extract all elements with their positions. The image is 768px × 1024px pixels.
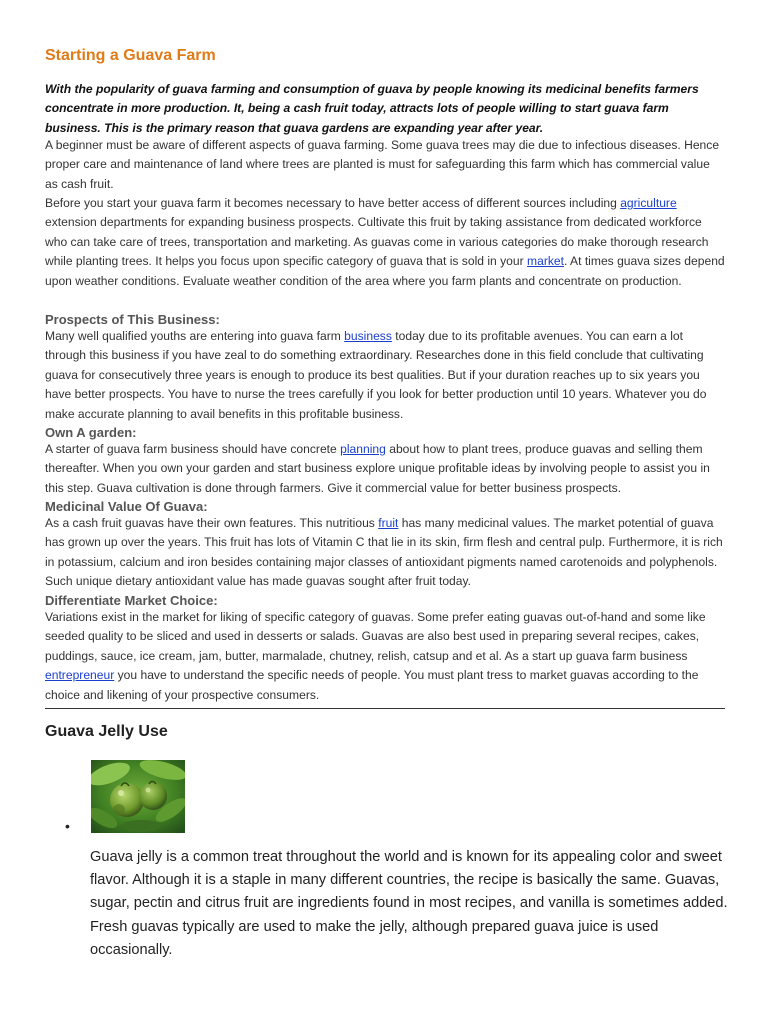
paragraph-prospects	[45, 327, 725, 424]
guava-jelly-paragraph: Guava jelly is a common treat throughout the world and is known for its appealing color and sweet flavor. Although it is a staple in many different countries, the recipe is basically the same. Guavas, sugar, pectin and citrus fruit are ingredients found in most recipes, and vanilla is sometimes added. Fresh guavas typically are used to make the jelly, although prepared guava juice is used occasionally.	[90, 849, 728, 958]
list-bullet: •	[65, 818, 70, 834]
link-market[interactable]: market	[527, 254, 564, 269]
link-entrepreneur[interactable]: entrepreneur	[45, 668, 115, 683]
section-divider	[45, 708, 725, 709]
intro-paragraph: With the popularity of guava farming and consumption of guava by people knowing its medicinal benefits farmers concentrate in more production. It, being a cash fruit today, attracts lots of people willing to start guava farm business. This is the primary reason that guava gardens are expanding year after year.	[45, 82, 699, 135]
heading-medicinal-value: Medicinal Value Of Guava:	[45, 499, 208, 514]
text-span: As a cash fruit guavas have their own features. This nutritious	[45, 516, 379, 530]
text-span: about how to plant trees, produce guavas and selling them thereafter. When you own your garden and start business explore unique profitable ideas by involving people to assist you in this step. Guava cultivation is done through farmers. Give it commercial value for better business prospects.	[45, 442, 710, 495]
text-span: Many well qualified youths are entering into guava farm	[45, 329, 345, 343]
paragraph-own-garden	[45, 440, 725, 498]
paragraph-before-start	[45, 194, 725, 291]
link-business[interactable]: business	[344, 329, 392, 343]
text-span: A starter of guava farm business should have concrete	[45, 442, 341, 456]
heading-guava-jelly-use: Guava Jelly Use	[45, 723, 168, 740]
link-planning[interactable]: planning	[340, 442, 386, 456]
text-span: today due to its profitable avenues. You can earn a lot through this business if you have zeal to do something extraordinary. Researches done in this field conclude that cultivating guava for consecutively three years is enough to produce its best qualities. But if your duration reaches up to six years you have better prospects. You have to nurse the trees carefully if you look for better production until 10 years. Whatever you do make accurate planning to avail benefits in this profitable business.	[45, 329, 707, 421]
guava-fruit-image	[91, 760, 185, 833]
text-span: . At times guava sizes depend upon weather conditions. Evaluate weather condition of the area where you farm plants and concentrate on production.	[45, 254, 725, 288]
text-span: has many medicinal values. The market potential of guava has grown up over the years. This fruit has lots of Vitamin C that lie in its skin, firm flesh and central pulp. Furthermore, it is rich in potassium, calcium and iron besides containing major classes of antioxidant pigments named carotenoids and polyphenols. Such unique dietary antioxidant value has made guavas sought after fruit today.	[45, 516, 723, 589]
text-span: Variations exist in the market for liking of specific category of guavas. Some prefer eating guavas out-of-hand and some like seeded quality to be sliced and used in desserts or salads. Guavas are also best used in preparing several recipes, cakes, puddings, sauce, ice cream, jam, butter, marmalade, chutney, relish, catsup and et al. As a start up guava farm business	[45, 610, 706, 663]
heading-prospects: Prospects of This Business:	[45, 312, 220, 327]
link-fruit[interactable]: fruit	[378, 516, 399, 530]
text-span: Before you start your guava farm it becomes necessary to have better access of different sources including	[45, 196, 621, 210]
paragraph-market-choice	[45, 608, 725, 705]
page-title: Starting a Guava Farm	[45, 47, 216, 64]
paragraph-beginner: A beginner must be aware of different aspects of guava farming. Some guava trees may die due to infectious diseases. Hence proper care and maintenance of land where trees are planted is must for safeguarding this farm which has commercial value as cash fruit.	[45, 138, 720, 191]
text-span: you have to understand the specific needs of people. You must plant tress to market guavas according to the choice and likening of your prospective consumers.	[45, 668, 699, 702]
heading-market-choice: Differentiate Market Choice:	[45, 593, 218, 608]
text-span: extension departments for expanding business prospects. Cultivate this fruit by taking assistance from dedicated workforce who can take care of trees, transportation and marketing. As guavas come in various categories do make thorough research while planting trees. It helps you focus upon specific category of guava that is sold in your	[45, 215, 709, 269]
heading-own-garden: Own A garden:	[45, 425, 137, 440]
link-agriculture[interactable]: agriculture	[620, 196, 677, 210]
paragraph-medicinal-value	[45, 514, 725, 592]
